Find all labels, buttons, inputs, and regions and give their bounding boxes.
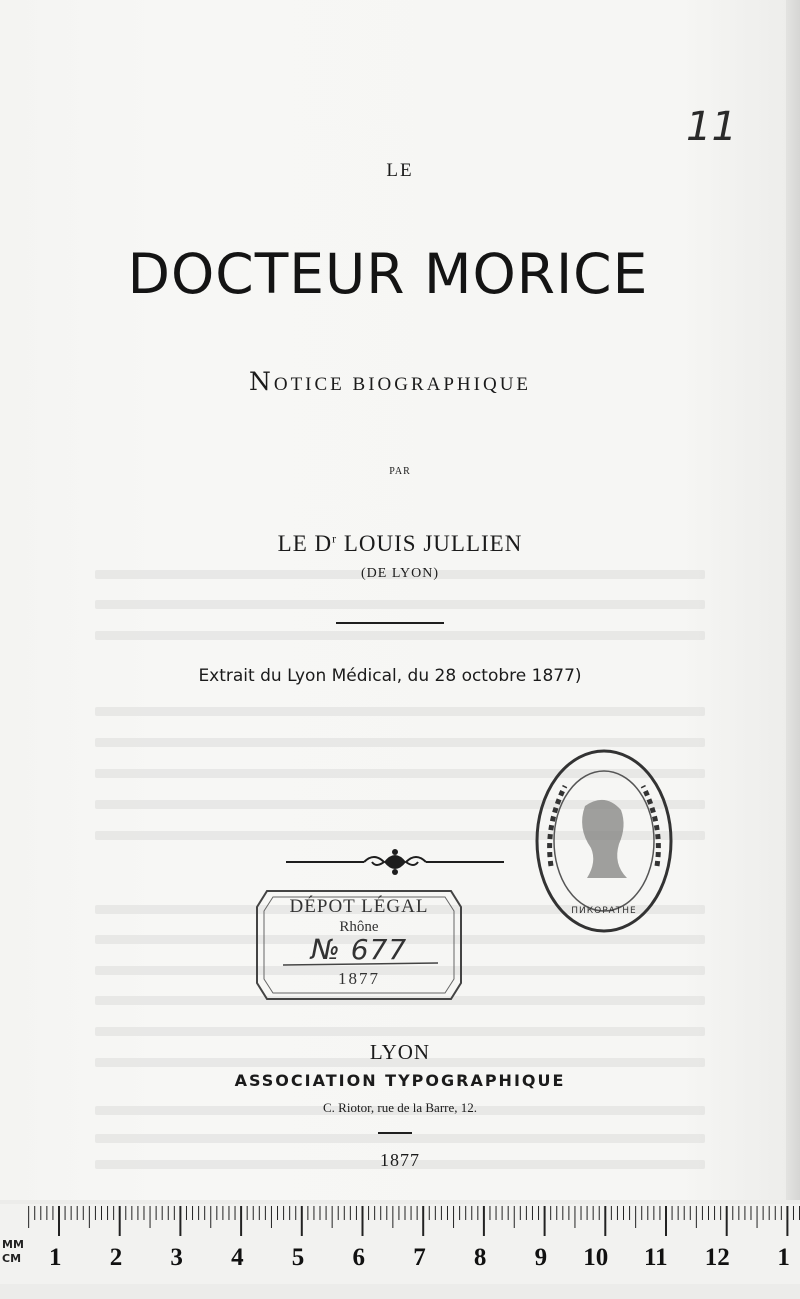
ornament-divider-icon bbox=[284, 848, 506, 876]
author-fullname: LOUIS JULLIEN bbox=[343, 531, 523, 556]
stamp-depot-label: DÉPOT LÉGAL bbox=[289, 896, 429, 917]
stamp-year: 1877 bbox=[338, 969, 380, 988]
ruler-number: 8 bbox=[473, 1244, 487, 1271]
bleed-line bbox=[95, 600, 705, 609]
bleed-line bbox=[95, 707, 705, 716]
ruler-number: 10 bbox=[583, 1244, 609, 1271]
handwritten-page-number: 11 bbox=[686, 104, 737, 150]
extract-note: Extrait du Lyon Médical, du 28 octobre 1877) bbox=[198, 666, 582, 686]
subtitle-text: OTICE BIOGRAPHIQUE bbox=[273, 374, 532, 395]
library-oval-stamp bbox=[533, 746, 675, 936]
divider-rule bbox=[336, 622, 444, 624]
depot-legal-stamp bbox=[253, 887, 465, 1003]
ruler-mm-label: MM bbox=[2, 1238, 24, 1251]
publisher-name: ASSOCIATION TYPOGRAPHIQUE bbox=[234, 1071, 566, 1090]
measurement-ruler bbox=[0, 1200, 800, 1299]
ruler-number: 7 bbox=[413, 1244, 426, 1271]
author-title-sup: r bbox=[332, 531, 338, 546]
main-title: DOCTEUR MORICE bbox=[127, 242, 649, 306]
bleed-line bbox=[95, 631, 705, 640]
short-rule bbox=[378, 1132, 412, 1134]
subtitle-initial: N bbox=[248, 367, 274, 396]
ruler-number: 12 bbox=[704, 1244, 730, 1271]
subtitle bbox=[0, 367, 790, 396]
author-prefix: LE D bbox=[277, 531, 333, 556]
ruler-number: 2 bbox=[109, 1244, 123, 1271]
author-name bbox=[0, 531, 800, 557]
stamp-number: № 677 bbox=[310, 933, 408, 966]
ruler-number: 9 bbox=[534, 1244, 548, 1271]
ruler-number: 4 bbox=[231, 1244, 244, 1271]
stamp-region: Rhône bbox=[339, 919, 379, 935]
ruler-number: 6 bbox=[352, 1244, 365, 1271]
publication-year: 1877 bbox=[380, 1150, 420, 1170]
oval-stamp-text: ПИКОРАТНЕ bbox=[571, 906, 637, 916]
by-line: PAR bbox=[389, 466, 411, 477]
bleed-line bbox=[95, 1134, 705, 1143]
ruler-number: 1 bbox=[49, 1244, 62, 1271]
bleed-line bbox=[95, 1027, 705, 1036]
ruler-number: 3 bbox=[170, 1244, 183, 1271]
author-origin: (DE LYON) bbox=[361, 566, 439, 581]
publisher-city: LYON bbox=[369, 1040, 431, 1064]
ruler-cm-label: CM bbox=[2, 1252, 22, 1265]
printer-address: C. Riotor, rue de la Barre, 12. bbox=[323, 1100, 477, 1115]
title-article: LE bbox=[386, 160, 414, 181]
ruler-number: 5 bbox=[291, 1244, 305, 1271]
ruler-number: 1 bbox=[777, 1244, 790, 1271]
ruler-number: 11 bbox=[644, 1244, 668, 1271]
